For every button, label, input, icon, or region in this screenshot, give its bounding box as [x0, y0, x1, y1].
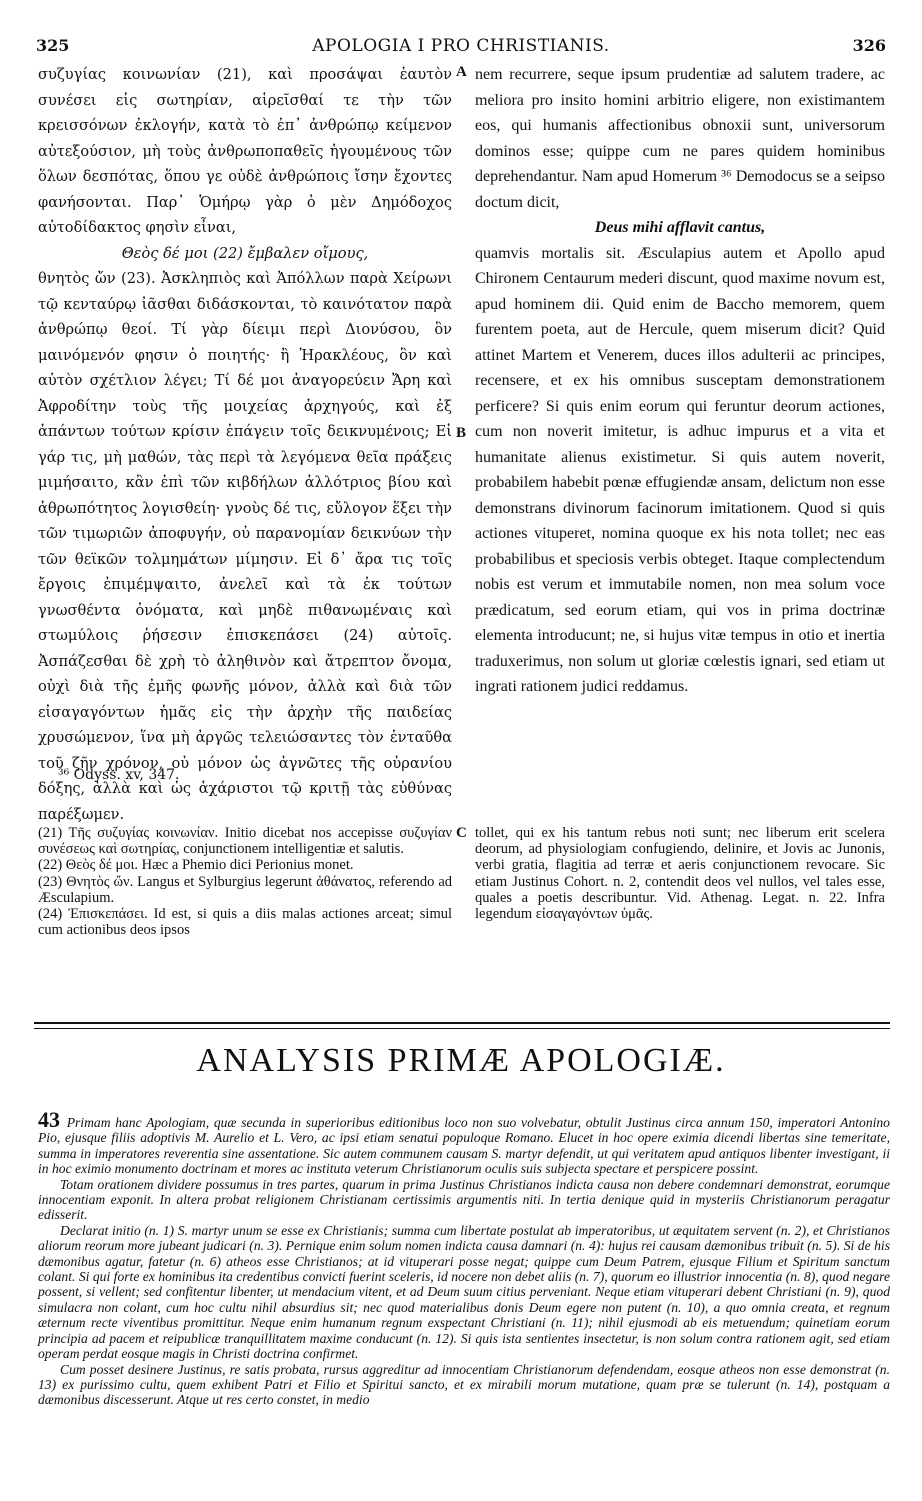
- greek-paragraph-1: συζυγίας κοινωνίαν (21), καὶ προσάψαι ἑαυτὸν συνέσει εἰς σωτηρίαν, αἱρεῖσθαί τε τὴν τῶν κρεισσόνων ἐκλογήν, κατὰ τὸ ἐπ᾽ ἀνθρώπῳ κείμενον αὐτεξούσιον, μὴ τοὺς ἀνθρωποπαθεῖς ἡγουμένους τῶν ὅλων δεσπότας, ὅπου γε οὐδὲ ἀνθρώποις ἴσην ἔχοντες φανήσονται. Παρ᾽ Ὁμήρῳ γὰρ ὁ μὲν Δημόδοχος αὐτοδίδακτος φησὶν εἶναι,: [38, 66, 452, 236]
- notes-left-column: [38, 825, 452, 938]
- analysis-paragraph-3: Declarat initio (n. 1) S. martyr unum se esse ex Christianis; summa cum libertate postulat ab imperatoribus, ut æquitatem servent (n. 2), et Christianos aliorum reorum more jubeant judicari (n. 3). Pernique enim solum nomen indicta causa damnari (n. 4): hujus rei causam dæmonibus tribuit (n. 5). Si de his dæmonibus agatur, fatetur (n. 6) atheos esse Christianos; at id vituperari posse negat; quippe cum Deum Patrem, ejusque Filium et Spiritum sanctum colant. Si qui forte ex hominibus ita credentibus convicti fuerint sceleris, id nocere non debet aliis (n. 7), quorum eo illustrior innocentia (n. 8), quod negare possent, si vellent; sed confitentur libenter, ut mendacium vitent, et ad Deum suum citius perveniant. Neque etiam vituperari debent Christiani (n. 9), quod simulacra non colant, cum hoc cultu nihil absurdius sit; nec quod materialibus donis Deum egere non putent (n. 10), a quo omnia creata, et regnum æternum recte viventibus promittitur. Neque enim humanum regnum exspectant Christiani (n. 11); nihil ejusmodi ab eis metuendum; quinetiam eorum principia ad pacem et reipublicæ tranquillitatem maxime conducunt (n. 12). Si quis ista sentientes insectetur, is non solum contra rationem agit, sed etiam operam perdat eosque magis in Christi doctrina confirmet.: [38, 1222, 890, 1362]
- section-number: 43: [38, 1107, 60, 1132]
- note-23: (23) Θνητὸς ὤν. Langus et Sylburgius legerunt ἀθάνατος, referendo ad Æsculapium.: [38, 873, 452, 906]
- section-mark-b: B: [456, 425, 467, 441]
- greek-verse: Θεὸς δέ μοι (22) ἔμβαλεν οἴμους,: [121, 244, 369, 262]
- note-24: (24) Ἐπισκεπάσει. Id est, si quis a diis malas actiones arceat; simul cum actionibus deos ipsos: [38, 906, 452, 939]
- page-number-right: 326: [852, 36, 886, 55]
- page-number-left: 325: [36, 36, 70, 55]
- latin-column: [475, 62, 885, 700]
- analysis-paragraph-4: Cum posset desinere Justinus, re satis probata, rursus aggreditur ad innocentiam Christianorum defendendam, eosque atheos non esse demonstrat (n. 13) ex purissimo cultu, quem exhibent Patri et Filio et Spiritui sancto, et ex mirabili morum mutatione, quam præ se tulerunt (n. 14), postquam a dæmonibus discesserunt. Atque ut res certo constet, in medio: [38, 1361, 890, 1408]
- note-21: (21) Τῆς συζυγίας κοινωνίαν. Initio dicebat nos accepisse συζυγίαν συνέσεως καὶ σωτηρίας, conjunctionem intelligentiæ et salutis.: [38, 825, 452, 858]
- running-header: [36, 36, 886, 58]
- notes-right-column: [475, 825, 885, 922]
- running-title: APOLOGIA I PRO CHRISTIANIS.: [312, 36, 610, 56]
- section-mark-c: C: [456, 825, 467, 841]
- note-22: (22) Θεὸς δέ μοι. Hæc a Phemio dici Perionius monet.: [38, 857, 354, 874]
- footnote-36: ³⁶ Odyss. xv, 347.: [58, 767, 180, 783]
- analysis-body: [38, 1107, 890, 1408]
- latin-verse: Deus mihi afflavit cantus,: [594, 219, 766, 236]
- greek-paragraph-2: θνητὸς ὤν (23). Ἀσκληπιὸς καὶ Ἀπόλλων παρὰ Χείρωνι τῷ κενταύρῳ ἰᾶσθαι διδάσκονται, τὸ καινότατον παρὰ ἀνθρώπῳ θεοί. Τί γὰρ δίειμι περὶ Διονύσου, ὃν μαινόμενόν φησιν ὁ ποιητής· ἢ Ἡρακλέους, ὃν καὶ αὐτὸν σχέτλιον λέγει; Τί δέ μοι ἀναγορεύειν Ἄρη καὶ Ἀφροδίτην τοὺς τῆς μοιχείας ἀρχηγούς, καὶ ἐξ ἁπάντων τούτων κρίσιν ἐπάγειν τοῖς δεικνυμένοις; Εἰ γάρ τις, μὴ μαθών, τὰς περὶ τὰ λεγόμενα θεῖα πράξεις μιμήσαιτο, κἂν ἐπὶ τῶν κιβδήλων ἀλλότριος βίου καὶ ἀθρωπότητος λογισθείη· γνοὺς δέ τις, εὔλογον ἕξει τὴν τῶν τιμωριῶν ἀποφυγήν, οὐ παρανομίαν δεικνύων τὴν τῶν θεϊκῶν τολμημάτων μίμησιν. Εἰ δ᾽ ἄρα τις τοῖς ἔργοις ἐπιμέμψαιτο, ἀνελεῖ καὶ τὰ ἐκ τούτων γνωσθέντα ὀνόματα, καὶ μηδὲ πιθανωμέναις καὶ στωμύλοις ῥήσεσιν ἐπισκεπάσει (24) αὐτοῖς. Ἀσπάζεσθαι δὲ χρὴ τὸ ἀληθινὸν καὶ ἄτρεπτον ὄνομα, οὐχὶ διὰ τῆς ἐμῆς φωνῆς μόνον, ἀλλὰ καὶ διὰ τῶν εἰσαγαγόντων ἡμᾶς εἰς τὴν ἀρχὴν τῆς παιδείας χρυσώμενον, ἵνα μὴ ἀργῶς τελειώσαντες τὸν ἐνταῦθα τοῦ ζῆν χρόνον, οὐ μόνον ὡς ἀγνῶτες τῆς οὐρανίου δόξης, ἀλλὰ καὶ ὡς ἀχάριστοι τῷ κριτῇ τὰς εὐθύνας παρέξωμεν.: [38, 270, 452, 823]
- latin-paragraph-2: quamvis mortalis sit. Æsculapius autem et Apollo apud Chironem Centaurum mederi discunt, quod maxime novum est, apud hominem dii. Quid enim de Baccho memorem, quem furentem poeta, aut de Hercule, quem miserum dicit? Quid attinet Martem et Venerem, duces illos adulterii ac principes, recensere, et ex his omnibus susceptam demonstrationem perficere? Si quis enim eorum qui feruntur deorum actiones, cum non noverit imitetur, is adhuc impurus et a vita et humanitate alienus existimetur. Si quis autem noverit, probabilem habebit pœnæ effugiendæ ansam, delictum non esse demonstrans divinorum facinorum imitationem. Quod si quis actiones vituperet, nomina quoque ex his nota tollet; nec eas probabilibus et speciosis verbis obteget. Itaque complectendum nobis est verum et immutabile nomen, non mea solum voce prædicatum, sed eorum etiam, qui vos in prima doctrinæ elementa introducunt; ne, si hujus vitæ tempus in otio et inertia traduxerimus, non solum ut gloriæ cœlestis ignari, sed etiam ut ingrati rationem judici reddamus.: [475, 244, 885, 695]
- divider-thick: [34, 1022, 890, 1024]
- analysis-title: ANALYSIS PRIMÆ APOLOGIÆ.: [196, 1042, 726, 1079]
- note-24-continued: tollet, qui ex his tantum rebus noti sunt; nec liberum erit scelera deorum, ad physiologiam confugiendo, delinire, et Jovis ac Junonis, verbi gratia, flagitia ad terræ et aeris conjunctionem revocare. Sic etiam Justinus Cohort. n. 2, contendit deos vel nullos, vel tales esse, quales a poetis describuntur. Vid. Athenag. Legat. n. 22. Infra legendum εἰσαγαγόντων ὑμᾶς.: [475, 825, 885, 923]
- divider-thin: [34, 1028, 890, 1029]
- greek-column: [38, 62, 452, 827]
- analysis-paragraph-2: Totam orationem dividere possumus in tres partes, quarum in prima Justinus Christianos indicta causa non debere condemnari demonstrat, eorumque innocentiam exponit. In altera probat religionem Christianam certissimis argumentis niti. In tertia denique quid in mysteriis Christianorum peragatur edisserit.: [38, 1176, 890, 1223]
- analysis-paragraph-1: 43 Primam hanc Apologiam, quæ secunda in superioribus editionibus loco non suo volvebatur, obtulit Justinus circa annum 150, imperatori Antonino Pio, ejusque filiis adoptivis M. Aurelio et L. Vero, ac ipsi etiam senatui populoque Romano. Elucet in hoc opere eximia dicendi libertas sine temeritate, summa in imperatores reverentia sine assentatione. Sic autem communem causam S. martyr defendit, ut qui veritatem apud antiquos libenter investigant, ii in hoc eximio monumento doctrinam et mores ac instituta veterum Christianorum oculis suis subjecta spectare et perspicere possint.: [38, 1107, 890, 1177]
- section-mark-a: A: [456, 64, 467, 80]
- latin-paragraph-1: nem recurrere, seque ipsum prudentiæ ad salutem tradere, ac meliora pro insito homini arbitrio eligere, non existimantem eos, qui humanis affectionibus obnoxii sunt, universorum dominos esse; quippe cum ne pares quidem hominibus deprehendantur. Nam apud Homerum ³⁶ Demodocus se a seipso doctum dicit,: [475, 66, 885, 211]
